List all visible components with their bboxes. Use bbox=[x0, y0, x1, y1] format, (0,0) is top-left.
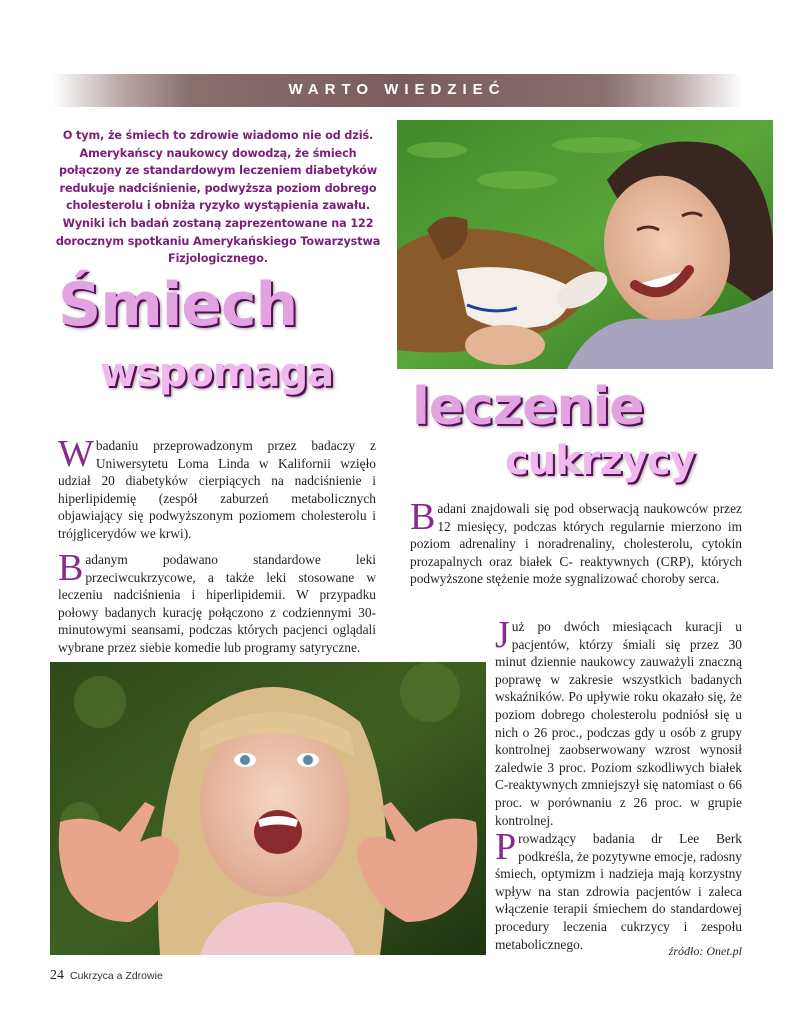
paragraph-text: adani znajdowali się pod obserwacją naukowców przez 12 miesięcy, podczas których regularnie mierzono im poziom adrenaliny i noradrenaliny, cholesterolu, cytokin prozapalnych oraz białek C- reaktywnych (CRP), których podwyższone stężenie może sygnalizować choroby serca. bbox=[410, 501, 742, 587]
title-line-2: wspomaga bbox=[100, 350, 334, 396]
woman-with-dog-photo bbox=[397, 120, 773, 369]
title-line-1: Śmiech bbox=[58, 270, 298, 340]
section-banner bbox=[52, 74, 742, 107]
paragraph-text: uż po dwóch miesiącach kuracji u pacjentów, którzy śmiali się przez 30 minut dziennie naukowcy zauważyli znaczną poprawę w zakresie wszystkich badanych wskaźników. Po upływie roku okazało się, że poziom dobrego cholesterolu podniósł się u nich o 26 proc., podczas gdy u osób z grupy kontrolnej zaobserwowany wzrost wynosił zaledwie 3 proc. Poziom szkodliwych białek C-reaktywnych zmniejszył się natomiast o 66 proc. w porównaniu z 26 proc. w grupie kontrolnej. bbox=[495, 619, 742, 828]
paragraph-text: badaniu przeprowadzonym przez badaczy z Uniwersytetu Loma Linda w Kalifornii wzięło udział 20 diabetyków cierpiących na nadciśnienie i hiperlipidemię (zespół zaburzeń metabolicznych objawiający się podwyższonym poziomem cholesterolu i trójglicerydów we krwi). bbox=[58, 438, 376, 541]
text-wrap-spacer bbox=[410, 618, 495, 830]
paragraph-text: rowadzący badania dr Lee Berk podkreśla, że pozytywne emocje, radosny śmiech, optymizm i nadzieja mają korzystny wpływ na stan zdrowia pacjentów i zaleca włączenie terapii śmiechem do standardowej procedury leczenia cukrzycy i zespołu metabolicznego. bbox=[495, 831, 742, 952]
paragraph-text: adanym podawano standardowe leki przeciwcukrzycowe, a także leki stosowane w leczeniu nadciśnienia i hiperlipidemii. W przypadku połowy badanych kurację połączono z codziennymi 30-minutowymi seansami, podczas których pacjenci oglądali wybrane przez siebie komedie lub programy satyryczne. bbox=[58, 552, 376, 655]
paragraph-3 bbox=[410, 496, 742, 588]
paragraph-5 bbox=[495, 826, 742, 953]
drop-cap: B bbox=[410, 496, 436, 538]
title-line-3: leczenie bbox=[412, 377, 644, 437]
publication-name: Cukrzyca a Zdrowie bbox=[70, 970, 163, 982]
intro-lead: O tym, że śmiech to zdrowie wiadomo nie od dziś. Amerykańscy naukowcy dowodzą, że śmiech połączony ze standardowym leczeniem diabetyków redukuje nadciśnienie, podwyższa poziom dobrego cholesterolu i obniża ryzyko wystąpienia zawału. Wyniki ich badań zostaną zaprezentowane na 122 dorocznym spotkaniu Amerykańskiego Towarzystwa Fizjologicznego. bbox=[55, 129, 381, 266]
paragraph-1 bbox=[58, 433, 376, 543]
drop-cap: B bbox=[58, 547, 84, 589]
paragraph-4 bbox=[410, 614, 742, 830]
drop-cap: P bbox=[495, 826, 517, 868]
page-number: 24 bbox=[50, 968, 64, 983]
page-footer bbox=[50, 968, 163, 984]
source-credit: źródło: Onet.pl bbox=[668, 944, 742, 958]
woman-with-dog-illustration bbox=[397, 120, 773, 369]
section-title: WARTO WIEDZIEĆ bbox=[288, 81, 506, 98]
title-line-4: cukrzycy bbox=[505, 438, 695, 484]
paragraph-2 bbox=[58, 547, 376, 657]
drop-cap: J bbox=[495, 614, 510, 656]
drop-cap: W bbox=[58, 433, 94, 475]
